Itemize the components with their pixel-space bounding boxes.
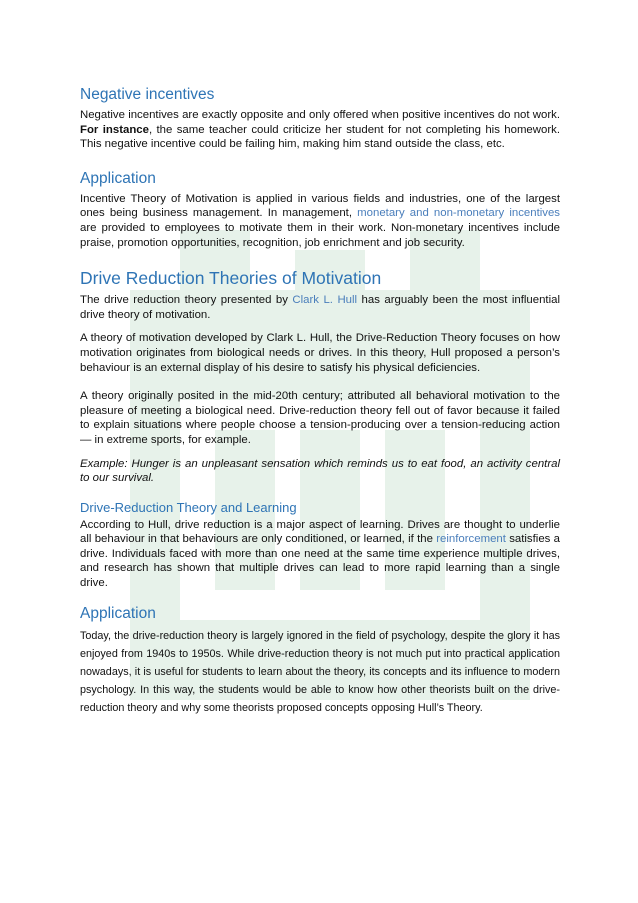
paragraph-negative-incentives: Negative incentives are exactly opposite and only offered when positive incentives do not work. For instance, the same teacher could criticize her student for not completing his homework. This negative incentive could be failing him, making him stand outside the class, etc. — [80, 109, 560, 151]
paragraph-example: Example: Hunger is an unpleasant sensation which reminds us to eat food, an activity central to our survival. — [80, 457, 560, 485]
paragraph-application-1: Incentive Theory of Motivation is applied in various fields and industries, one of the largest ones being business management. In management, monetary and non-monetary incentives are provided to employees to motivate them in their work. Non-monetary incentives include praise, promotion opportunities, recognition, job enrichment and job security. — [80, 192, 560, 249]
link-monetary-incentives[interactable]: monetary and non-monetary incentives — [357, 207, 560, 220]
paragraph-drive-3: A theory originally posited in the mid-20th century; attributed all behavioral motivation to the pleasure of meeting a biological need. Drive-reduction theory fell out of favor because it failed to explain situations where people choose a tension-producing over a tension-reducing action — in extreme sports, for example. — [80, 390, 560, 446]
link-clark-hull[interactable]: Clark L. Hull — [292, 294, 358, 307]
heading-application-1: Application — [80, 169, 156, 187]
heading-negative-incentives: Negative incentives — [80, 86, 215, 103]
heading-drive-reduction: Drive Reduction Theories of Motivation — [80, 268, 382, 289]
heading-drive-learning: Drive-Reduction Theory and Learning — [80, 499, 297, 515]
heading-application-2: Application — [80, 604, 156, 622]
paragraph-drive-1: The drive reduction theory presented by Clark L. Hull has arguably been the most influential drive theory of motivation. — [80, 294, 560, 321]
paragraph-learning: According to Hull, drive reduction is a major aspect of learning. Drives are thought to underlie all behaviour in that behaviours are only conditioned, or learned, if the reinforcement satisfies a drive. Individuals faced with more than one need at the same time experience multiple drives, and research has shown that multiple drives can lead to more rapid learning than a single drive. — [80, 518, 560, 590]
paragraph-application-2: Today, the drive-reduction theory is largely ignored in the field of psychology, despite the glory it has enjoyed from 1940s to 1950s. While drive-reduction theory is not much put into practical application nowadays, it is useful for students to learn about the theory, its concepts and its influence to modern psychology. In this way, the students would be able to know how other theorists built on the drive-reduction theory and why some theorists proposed concepts opposing Hull’s Theory. — [80, 629, 560, 715]
link-reinforcement[interactable]: reinforcement — [436, 533, 506, 546]
document-page — [80, 86, 560, 718]
paragraph-drive-2: A theory of motivation developed by Clark L. Hull, the Drive-Reduction Theory focuses on how motivation originates from biological needs or drives. In this theory, Hull proposed a person’s behaviour is an external display of his desire to satisfy his physical deficiencies. — [80, 332, 560, 374]
